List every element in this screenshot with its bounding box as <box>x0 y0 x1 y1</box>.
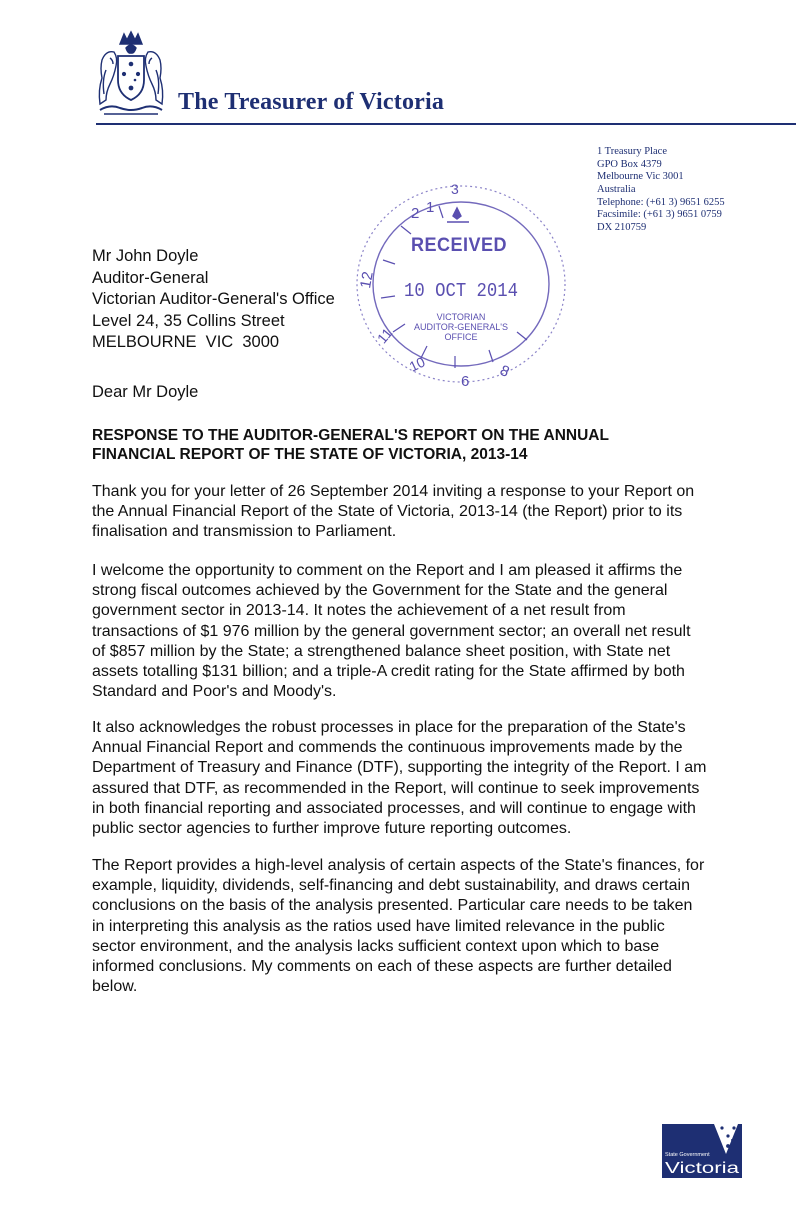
salutation: Dear Mr Doyle <box>92 383 199 401</box>
stamp-ring-number: 12 <box>357 270 377 290</box>
paragraph-line: assured that DTF, as recommended in the Report, will continue to seek improvements <box>92 779 700 797</box>
recipient-title: Auditor-General <box>92 268 209 287</box>
letterhead-title: The Treasurer of Victoria <box>178 89 445 115</box>
paragraph-line: in both financial reporting and associated processes, and will continue to engage with <box>92 799 696 817</box>
subject-line: RESPONSE TO THE AUDITOR-GENERAL'S REPORT ON THE ANNUAL <box>92 427 609 444</box>
office-address-block <box>597 146 725 235</box>
stamp-ring-number: 3 <box>451 181 459 197</box>
paragraph-line: I welcome the opportunity to comment on the Report and I am pleased it affirms the <box>92 562 683 579</box>
address-line: Melbourne Vic 3001 <box>597 171 684 183</box>
recipient-name: Mr John Doyle <box>92 247 199 265</box>
stamp-ring-number: 11 <box>373 324 396 347</box>
subject-heading <box>92 426 609 464</box>
address-line: 1 Treasury Place <box>597 146 667 157</box>
paragraph-line: Department of Treasury and Finance (DTF), supporting the integrity of the Report. I am <box>92 759 707 777</box>
logo-wordmark: Victoria <box>665 1160 740 1177</box>
address-line: GPO Box 4379 <box>597 158 662 170</box>
stamp-ring-number: 2 <box>411 205 420 222</box>
paragraph-line: example, liquidity, dividends, self-financing and debt sustainability, and draws certain <box>92 877 690 895</box>
body-paragraph-2 <box>92 561 691 702</box>
paragraph-line: Standard and Poor's and Moody's. <box>92 683 337 701</box>
stamp-office-line: AUDITOR-GENERAL'S <box>413 322 509 332</box>
body-paragraph-3 <box>92 718 707 839</box>
body-paragraph-4 <box>92 856 704 997</box>
stamp-office-line: OFFICE <box>444 332 478 342</box>
paragraph-line: strong fiscal outcomes achieved by the Government for the State and the general <box>92 582 668 600</box>
stamp-crown-icon <box>447 208 469 222</box>
recipient-office: Victorian Auditor-General's Office <box>92 290 335 308</box>
recipient-address <box>92 246 335 354</box>
stamp-date: 10 OCT 2014 <box>404 280 518 302</box>
paragraph-line: transactions of $1 976 million by the general government sector; an overall net result <box>92 622 691 640</box>
received-stamp <box>343 172 573 392</box>
stamp-ring-number: 10 <box>406 353 428 375</box>
paragraph-line: Annual Financial Report and commends the continuous improvements made by the <box>92 739 683 757</box>
paragraph-line: below. <box>92 978 138 996</box>
stamp-office-line: VICTORIAN <box>436 312 486 322</box>
paragraph-line: sector environment, and the analysis lacks sufficient context upon which to base <box>92 937 660 955</box>
recipient-street: Level 24, 35 Collins Street <box>92 311 285 330</box>
coat-of-arms-icon <box>96 30 166 118</box>
paragraph-line: government sector in 2013-14. It notes the achievement of a net result from <box>92 602 626 620</box>
stamp-ring-number: 8 <box>497 361 512 381</box>
paragraph-line: of $857 million by the State; a strengthened balance sheet position, with State net <box>92 642 671 660</box>
stamp-ring-number: 6 <box>461 373 470 390</box>
body-paragraph-1 <box>92 482 694 543</box>
subject-line: FINANCIAL REPORT OF THE STATE OF VICTORIA, 2013-14 <box>92 446 528 463</box>
stamp-ring-number: 1 <box>426 199 435 216</box>
address-line: Australia <box>597 184 636 196</box>
letterhead-divider <box>96 123 796 125</box>
paragraph-line: finalisation and transmission to Parliament. <box>92 523 397 541</box>
paragraph-line: public sector agencies to further improve future reporting outcomes. <box>92 819 572 837</box>
telephone-line: Telephone: (+61 3) 9651 6255 <box>597 196 725 208</box>
paragraph-line: The Report provides a high-level analysis of certain aspects of the State's finances, for <box>92 857 705 874</box>
paragraph-line: in interpreting this analysis as the ratios used have limited relevance in the public <box>92 917 665 935</box>
facsimile-line: Facsimile: (+61 3) 9651 0759 <box>597 209 722 221</box>
paragraph-line: assets totalling $131 billion; and a triple-A credit rating for the State affirmed by both <box>92 662 685 680</box>
logo-small-text: State Government <box>665 1152 710 1158</box>
paragraph-line: the Annual Financial Report of the State of Victoria, 2013-14 (the Report) prior to its <box>92 503 683 521</box>
stamp-received-label: RECEIVED <box>411 235 507 256</box>
dx-line: DX 210759 <box>597 222 647 234</box>
paragraph-line: conclusions on the basis of the analysis presented. Particular care needs to be taken <box>92 897 693 915</box>
paragraph-line: It also acknowledges the robust processes in place for the preparation of the State's <box>92 719 686 736</box>
victoria-government-logo <box>662 1124 742 1178</box>
paragraph-line: informed conclusions. My comments on each of these aspects are further detailed <box>92 957 672 975</box>
paragraph-line: Thank you for your letter of 26 September 2014 inviting a response to your Report on <box>92 483 695 500</box>
recipient-city: MELBOURNE VIC 3000 <box>92 333 280 351</box>
